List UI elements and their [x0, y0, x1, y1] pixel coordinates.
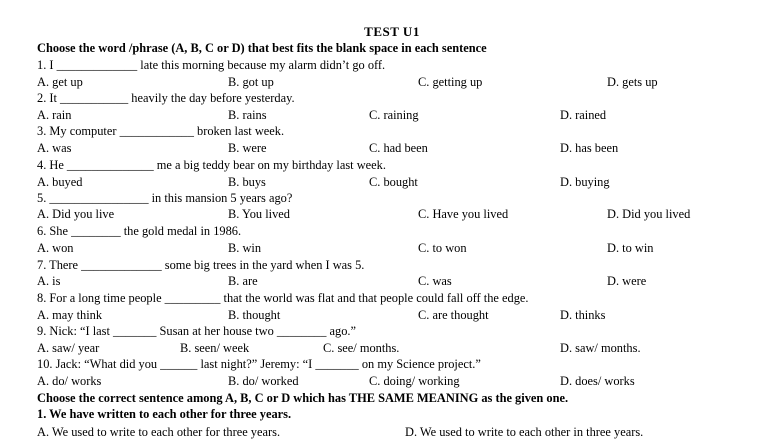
q9-option-b: B. seen/ week — [180, 341, 250, 355]
question-9: 9. Nick: “I last _______ Susan at her house two ________ ago.” — [37, 324, 357, 338]
q7-option-d: D. were — [607, 274, 647, 288]
question-5: 5. ________________ in this mansion 5 years ago? — [37, 191, 293, 205]
instruction-1: Choose the word /phrase (A, B, C or D) that best fits the blank space in each sentence — [37, 41, 487, 55]
q6-option-d: D. to win — [607, 241, 654, 255]
question-10: 10. Jack: “What did you ______ last night?” Jeremy: “I _______ on my Science project.” — [37, 357, 481, 371]
q7-option-a: A. is — [37, 274, 61, 288]
q2-option-d: D. rained — [560, 108, 607, 122]
q9-option-d: D. saw/ months. — [560, 341, 641, 355]
q2-option-c: C. raining — [369, 108, 419, 122]
q4-option-d: D. buying — [560, 175, 610, 189]
q10-option-d: D. does/ works — [560, 374, 635, 388]
q10-option-b: B. do/ worked — [228, 374, 299, 388]
q10-option-c: C. doing/ working — [369, 374, 460, 388]
q2-option-a: A. rain — [37, 108, 72, 122]
q2-option-b: B. rains — [228, 108, 267, 122]
q9-option-a: A. saw/ year — [37, 341, 100, 355]
section2-question-1: 1. We have written to each other for three years. — [37, 407, 292, 421]
instruction-2: Choose the correct sentence among A, B, C or D which has THE SAME MEANING as the given one. — [37, 391, 569, 405]
s2-q1-option-a: A. We used to write to each other for three years. — [37, 425, 281, 439]
q1-option-b: B. got up — [228, 75, 274, 89]
q3-option-b: B. were — [228, 141, 267, 155]
q1-option-d: D. gets up — [607, 75, 658, 89]
q3-option-d: D. has been — [560, 141, 619, 155]
question-3: 3. My computer ____________ broken last week. — [37, 124, 285, 138]
question-6: 6. She ________ the gold medal in 1986. — [37, 224, 242, 238]
s2-q1-option-d: D. We used to write to each other in three years. — [405, 425, 644, 439]
q6-option-a: A. won — [37, 241, 74, 255]
q8-option-d: D. thinks — [560, 308, 606, 322]
question-7: 7. There _____________ some big trees in the yard when I was 5. — [37, 258, 365, 272]
q7-option-b: B. are — [228, 274, 258, 288]
q9-option-c: C. see/ months. — [323, 341, 400, 355]
q4-option-b: B. buys — [228, 175, 266, 189]
question-2: 2. It ___________ heavily the day before yesterday. — [37, 91, 295, 105]
q3-option-a: A. was — [37, 141, 72, 155]
q4-option-a: A. buyed — [37, 175, 83, 189]
q1-option-a: A. get up — [37, 75, 83, 89]
q6-option-c: C. to won — [418, 241, 467, 255]
q7-option-c: C. was — [418, 274, 452, 288]
q4-option-c: C. bought — [369, 175, 418, 189]
q3-option-c: C. had been — [369, 141, 428, 155]
q10-option-a: A. do/ works — [37, 374, 102, 388]
question-1: 1. I _____________ late this morning because my alarm didn’t go off. — [37, 58, 386, 72]
q8-option-a: A. may think — [37, 308, 103, 322]
q5-option-d: D. Did you lived — [607, 207, 691, 221]
q8-option-b: B. thought — [228, 308, 281, 322]
question-4: 4. He ______________ me a big teddy bear on my birthday last week. — [37, 158, 386, 172]
q6-option-b: B. win — [228, 241, 262, 255]
question-8: 8. For a long time people _________ that the world was flat and that people could fall off the edge. — [37, 291, 529, 305]
q5-option-b: B. You lived — [228, 207, 290, 221]
q8-option-c: C. are thought — [418, 308, 489, 322]
q5-option-c: C. Have you lived — [418, 207, 509, 221]
page-title: TEST U1 — [364, 24, 420, 39]
q5-option-a: A. Did you live — [37, 207, 115, 221]
q1-option-c: C. getting up — [418, 75, 483, 89]
